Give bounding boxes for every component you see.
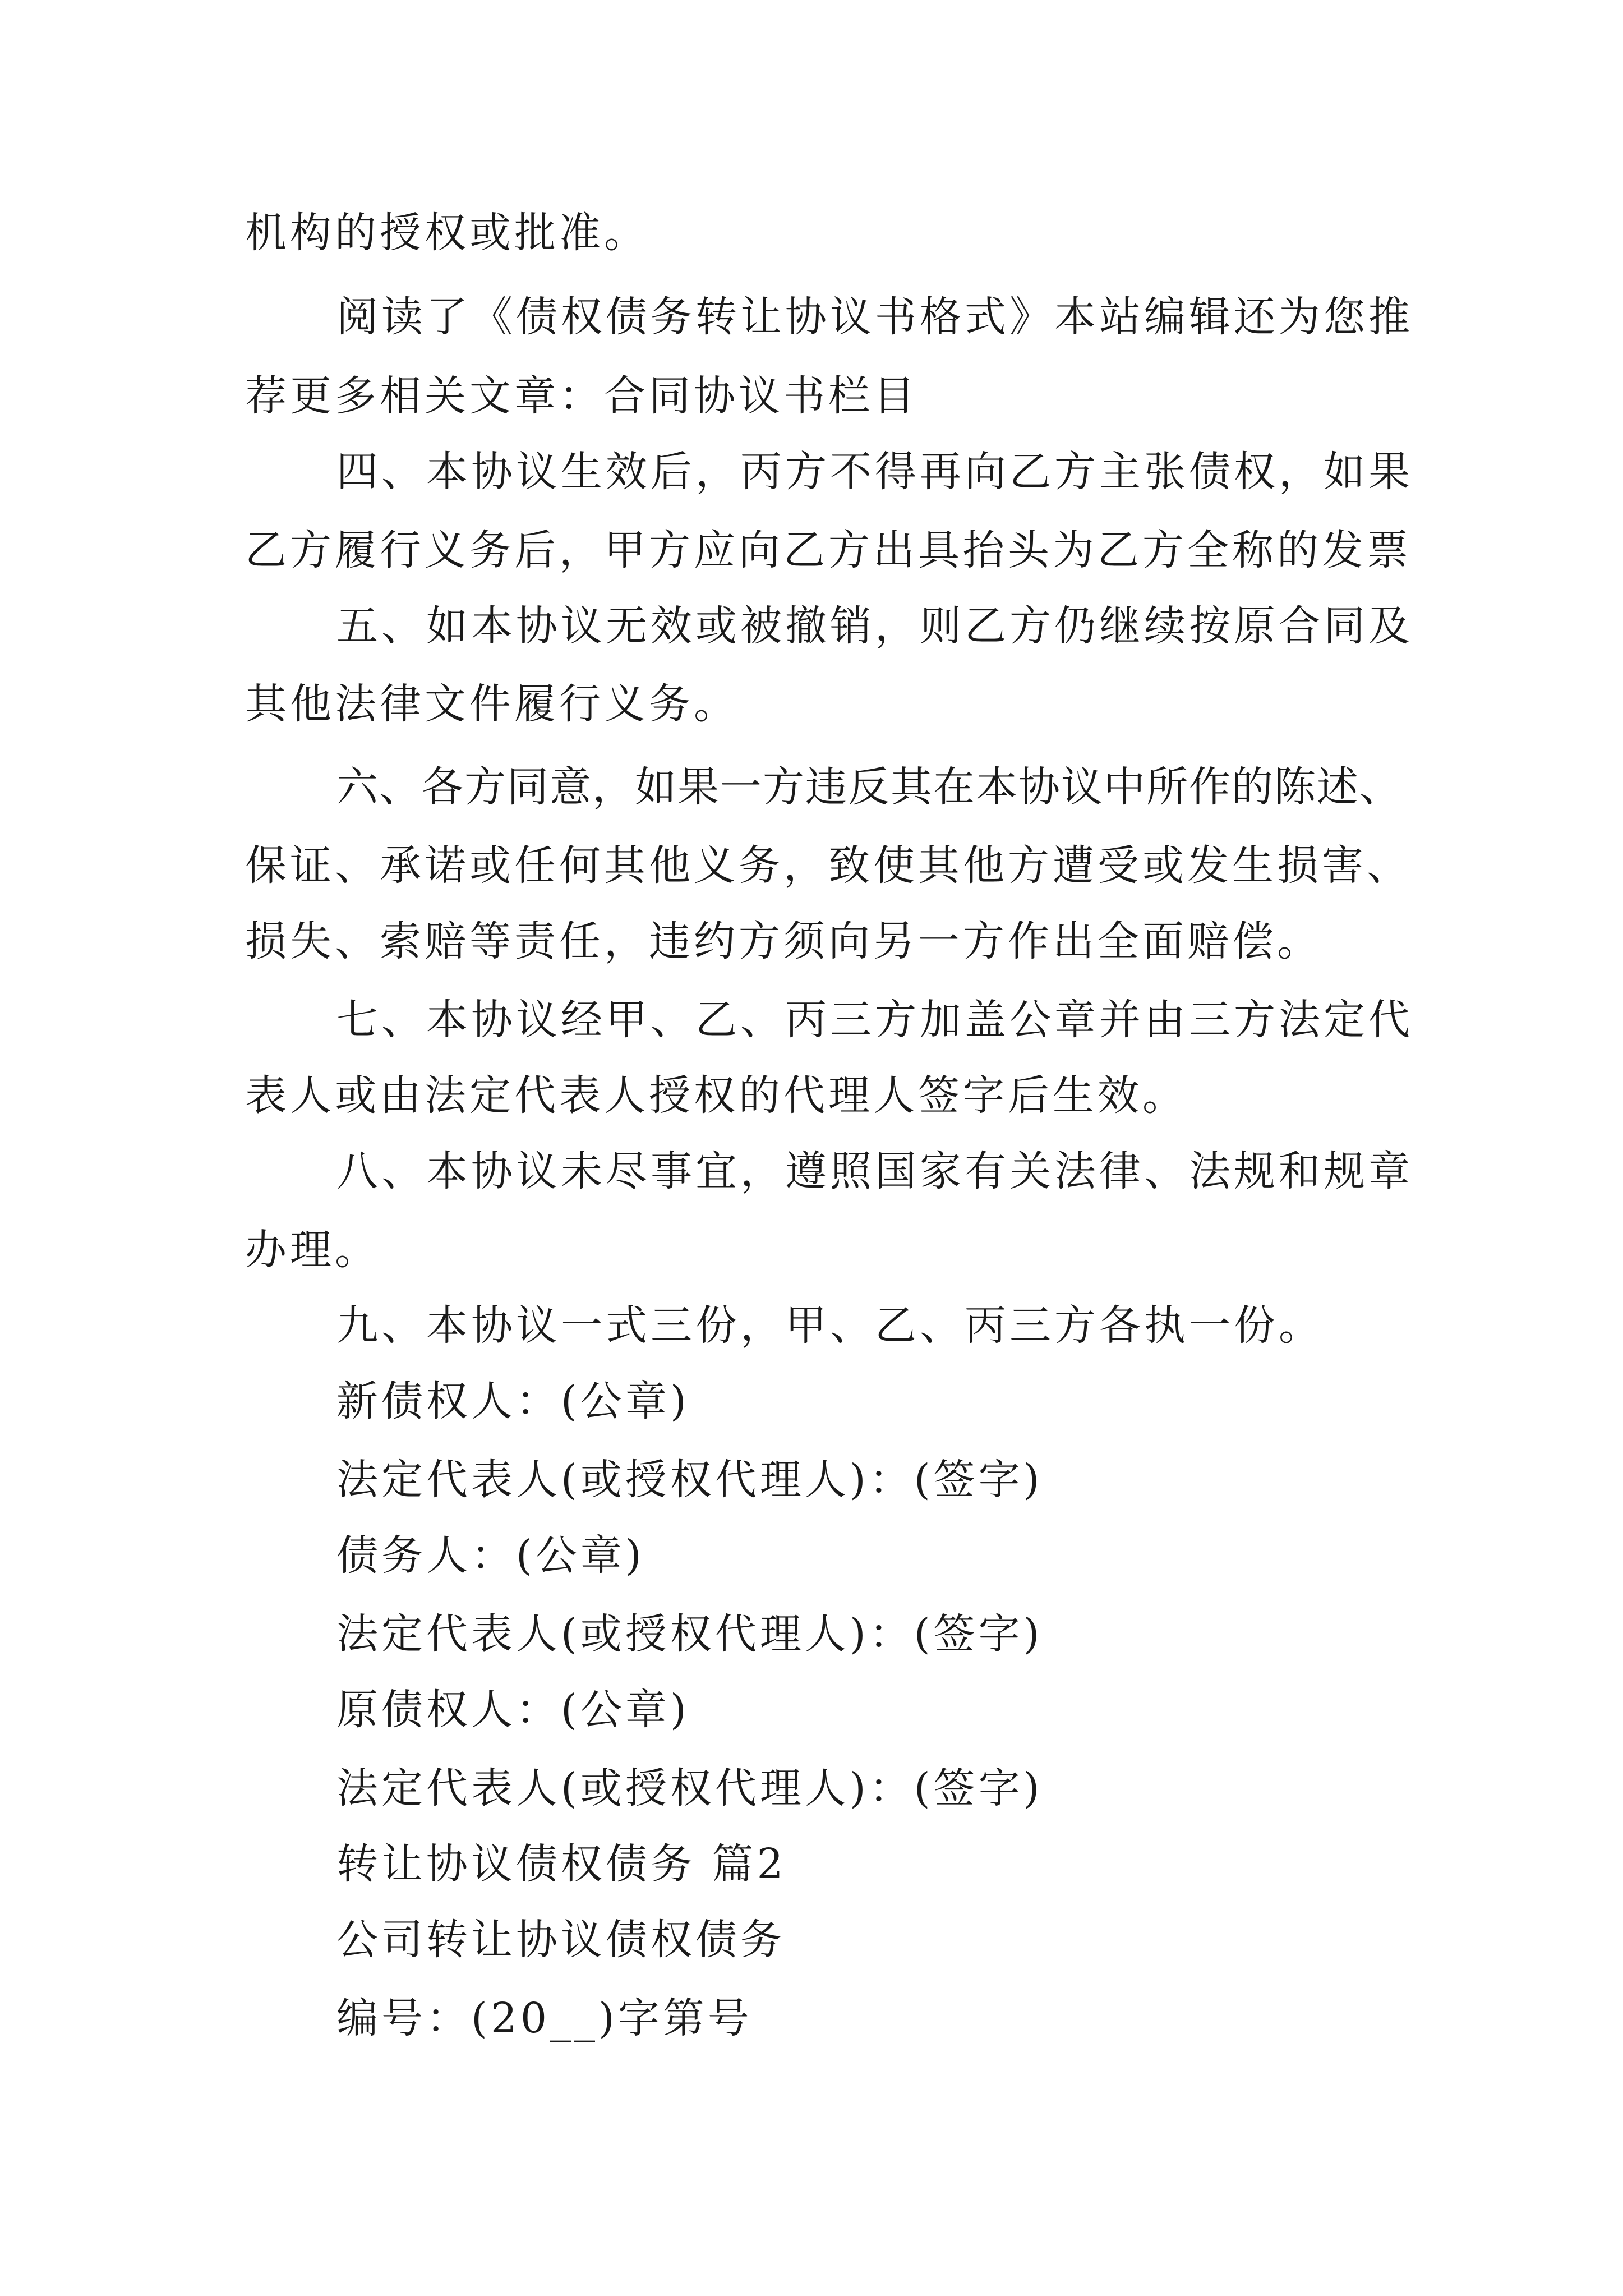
text-line: 法定代表人(或授权代理人)：(签字) xyxy=(336,1456,1043,1504)
text-line: 四、本协议生效后，丙方不得再向乙方主张债权，如果 xyxy=(336,448,1413,496)
text-line: 原债权人：(公章) xyxy=(336,1686,690,1734)
text-line: 表人或由法定代表人授权的代理人签字后生效。 xyxy=(245,1071,1187,1120)
text-line: 九、本协议一式三份，甲、乙、丙三方各执一份。 xyxy=(336,1301,1324,1350)
text-line: 七、本协议经甲、乙、丙三方加盖公章并由三方法定代 xyxy=(336,996,1413,1044)
text-line: 债务人：(公章) xyxy=(336,1531,645,1580)
section-heading: 转让协议债权债务 篇2 xyxy=(336,1840,787,1888)
text-line: 新债权人：(公章) xyxy=(336,1377,690,1425)
text-line: 办理。 xyxy=(245,1226,380,1274)
text-line: 法定代表人(或授权代理人)：(签字) xyxy=(336,1610,1043,1658)
text-line: 公司转让协议债权债务 xyxy=(336,1916,785,1964)
text-line: 机构的授权或批准。 xyxy=(245,209,649,257)
text-line: 五、如本协议无效或被撤销，则乙方仍继续按原合同及 xyxy=(336,602,1413,650)
text-line: 损失、索赔等责任，违约方须向另一方作出全面赔偿。 xyxy=(245,917,1322,965)
text-line: 六、各方同意，如果一方违反其在本协议中所作的陈述、 xyxy=(336,763,1402,811)
text-line: 荐更多相关文章：合同协议书栏目 xyxy=(245,372,918,420)
text-line: 编号：(20__)字第号 xyxy=(336,1994,753,2042)
text-line: 阅读了《债权债务转让协议书格式》本站编辑还为您推 xyxy=(336,293,1413,341)
text-line: 八、本协议未尽事宜，遵照国家有关法律、法规和规章 xyxy=(336,1147,1413,1195)
text-line: 其他法律文件履行义务。 xyxy=(245,680,739,728)
text-line: 乙方履行义务后，甲方应向乙方出具抬头为乙方全称的发票 xyxy=(245,526,1412,574)
text-line: 法定代表人(或授权代理人)：(签字) xyxy=(336,1764,1043,1812)
text-line: 保证、承诺或任何其他义务，致使其他方遭受或发生损害、 xyxy=(245,841,1412,890)
